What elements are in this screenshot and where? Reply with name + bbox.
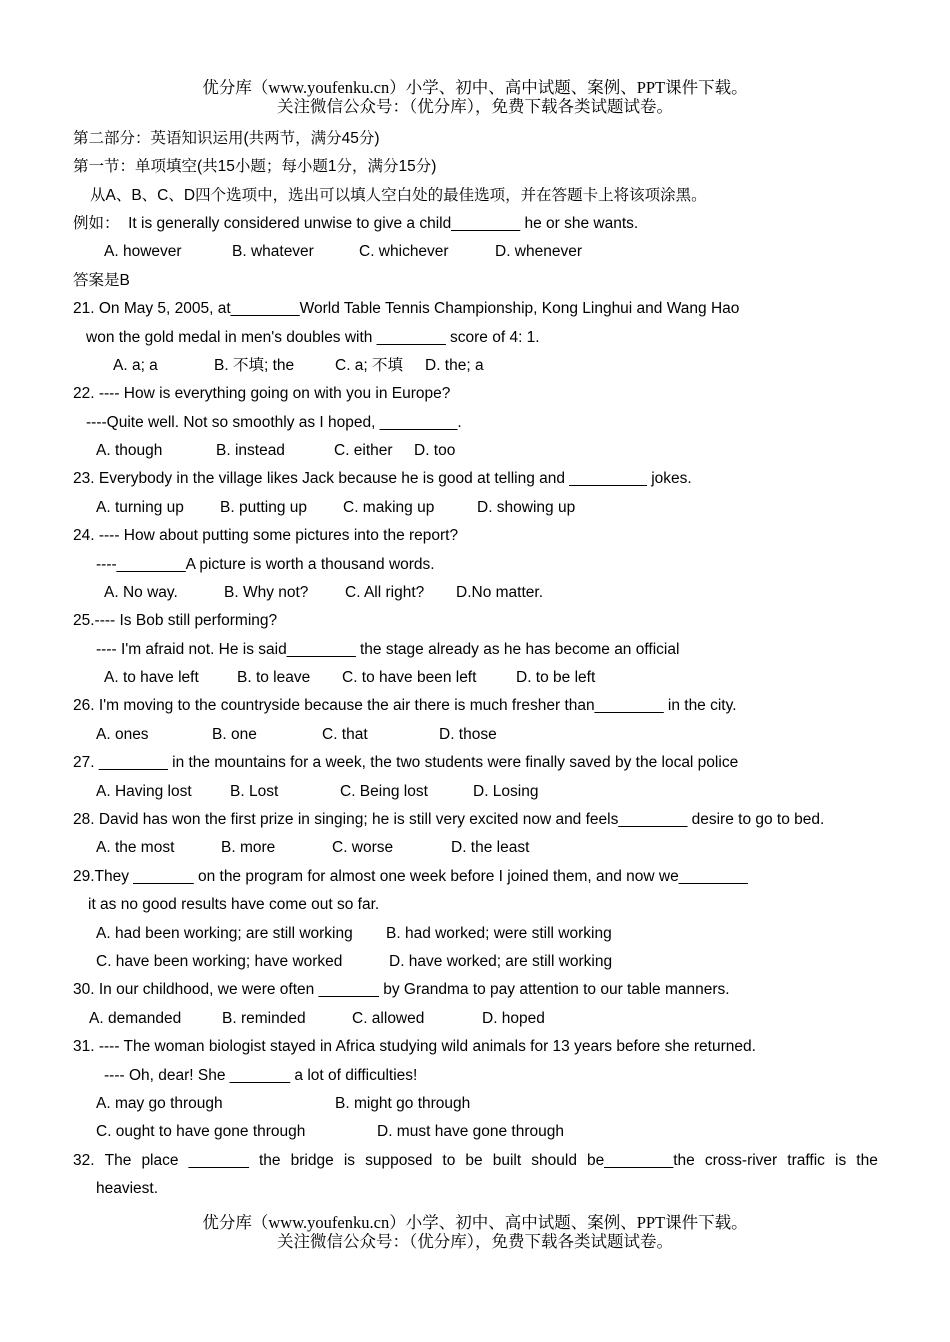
q28-option-b: B. more	[221, 839, 276, 856]
q31-option-b: B. might go through	[335, 1095, 471, 1112]
q32-word: supposed	[365, 1152, 433, 1169]
q21-option-b: B. 不填; the	[214, 357, 295, 374]
q26-stem: 26. I'm moving to the countryside because the air there is much fresher than________ in the city.	[73, 697, 737, 714]
q25-option-c: C. to have been left	[342, 669, 477, 686]
q30-option-a: A. demanded	[89, 1010, 182, 1027]
q25-option-d: D. to be left	[516, 669, 596, 686]
q32-word: _______	[188, 1152, 249, 1169]
q24-stem: 24. ---- How about putting some pictures into the report?	[73, 527, 459, 544]
q24-option-a: A. No way.	[104, 584, 178, 601]
q24-option-c: C. All right?	[345, 584, 425, 601]
page-footer-line2: 关注微信公众号：（优分库），免费下载各类试题试卷。	[277, 1232, 673, 1251]
q22-option-d: D. too	[414, 442, 456, 459]
example-option-b: B. whatever	[232, 243, 314, 260]
q28-option-d: D. the least	[451, 839, 530, 856]
q32-stem-cont: heaviest.	[96, 1180, 159, 1197]
q32-word: the	[856, 1152, 878, 1169]
q24-option-d: D.No matter.	[456, 584, 543, 601]
q26-option-a: A. ones	[96, 726, 149, 743]
page-footer-line1: 优分库（www.youfenku.cn）小学、初中、高中试题、案例、PPT课件下载。	[202, 1213, 748, 1232]
q28-option-a: A. the most	[96, 839, 175, 856]
q26-option-c: C. that	[322, 726, 368, 743]
q32-stem	[73, 1151, 878, 1171]
q32-word: bridge	[290, 1152, 334, 1169]
page-header-line2: 关注微信公众号：（优分库），免费下载各类试题试卷。	[277, 97, 673, 116]
q22-stem-cont: ----Quite well. Not so smoothly as I hoped, _________.	[86, 414, 462, 431]
q31-stem: 31. ---- The woman biologist stayed in Africa studying wild animals for 13 years before she returned.	[73, 1038, 756, 1055]
section-title: 第一节：单项填空(共15小题；每小题1分，满分15分)	[73, 158, 437, 175]
q22-option-a: A. though	[96, 442, 163, 459]
q21-option-c: C. a; 不填	[335, 357, 404, 374]
q27-stem: 27. ________ in the mountains for a week, the two students were finally saved by the local police	[73, 754, 739, 771]
q32-word: should	[531, 1152, 577, 1169]
q21-option-d: D. the; a	[425, 357, 484, 374]
q24-option-b: B. Why not?	[224, 584, 309, 601]
q28-stem: 28. David has won the first prize in singing; he is still very excited now and feels________ desire to go to bed.	[73, 811, 825, 828]
q21-stem: 21. On May 5, 2005, at________World Table Tennis Championship, Kong Linghui and Wang Hao	[73, 300, 740, 317]
page-header-line1: 优分库（www.youfenku.cn）小学、初中、高中试题、案例、PPT课件下载。	[202, 78, 748, 97]
q32-word: place	[141, 1152, 179, 1169]
q27-option-c: C. Being lost	[340, 783, 428, 800]
q32-word: is	[343, 1152, 356, 1169]
q32-word: be	[465, 1152, 483, 1169]
q28-option-c: C. worse	[332, 839, 394, 856]
q32-word: be________the	[587, 1152, 695, 1169]
q32-word: The	[104, 1152, 132, 1169]
q32-word: 32.	[73, 1152, 95, 1169]
q29-option-b: B. had worked; were still working	[386, 925, 612, 942]
q27-option-a: A. Having lost	[96, 783, 192, 800]
q24-stem-cont: ----________A picture is worth a thousand words.	[96, 556, 435, 573]
q32-word: is	[835, 1152, 847, 1169]
q25-option-b: B. to leave	[237, 669, 311, 686]
q27-option-b: B. Lost	[230, 783, 279, 800]
q30-option-d: D. hoped	[482, 1010, 545, 1027]
q23-option-a: A. turning up	[96, 499, 184, 516]
q31-option-d: D. must have gone through	[377, 1123, 564, 1140]
example-option-a: A. however	[104, 243, 182, 260]
example-answer: 答案是B	[73, 272, 130, 289]
q32-word: cross-river	[704, 1152, 778, 1169]
q32-word: the	[259, 1152, 281, 1169]
q26-option-d: D. those	[439, 726, 497, 743]
example-option-c: C. whichever	[359, 243, 449, 260]
q23-option-b: B. putting up	[220, 499, 308, 516]
q29-option-a: A. had been working; are still working	[96, 925, 353, 942]
q26-option-b: B. one	[212, 726, 257, 743]
q30-stem: 30. In our childhood, we were often _______ by Grandma to pay attention to our table manners.	[73, 981, 730, 998]
q21-stem-cont: won the gold medal in men's doubles with ________ score of 4: 1.	[86, 329, 540, 346]
q31-option-a: A. may go through	[96, 1095, 223, 1112]
example-option-d: D. whenever	[495, 243, 583, 260]
q30-option-b: B. reminded	[222, 1010, 306, 1027]
q22-option-b: B. instead	[216, 442, 285, 459]
q23-option-c: C. making up	[343, 499, 435, 516]
q29-stem-cont: it as no good results have come out so far.	[88, 896, 380, 913]
q31-stem-cont: ---- Oh, dear! She _______ a lot of difficulties!	[104, 1067, 418, 1084]
q25-stem-cont: ---- I'm afraid not. He is said________ the stage already as he has become an official	[96, 641, 680, 658]
q32-word: to	[442, 1152, 456, 1169]
q29-option-d: D. have worked; are still working	[389, 953, 613, 970]
q25-option-a: A. to have left	[104, 669, 199, 686]
q22-stem: 22. ---- How is everything going on with you in Europe?	[73, 385, 451, 402]
q29-option-c: C. have been working; have worked	[96, 953, 343, 970]
q32-word: built	[492, 1152, 522, 1169]
q21-option-a: A. a; a	[113, 357, 158, 374]
q22-option-c: C. either	[334, 442, 393, 459]
q30-option-c: C. allowed	[352, 1010, 425, 1027]
q31-option-c: C. ought to have gone through	[96, 1123, 306, 1140]
q29-stem: 29.They _______ on the program for almost one week before I joined them, and now we________	[73, 868, 748, 885]
q25-stem: 25.---- Is Bob still performing?	[73, 612, 278, 629]
example-question: 例如： It is generally considered unwise to give a child________ he or she wants.	[73, 215, 639, 232]
q23-stem: 23. Everybody in the village likes Jack because he is good at telling and _________ jokes.	[73, 470, 692, 487]
q27-option-d: D. Losing	[473, 783, 539, 800]
q23-option-d: D. showing up	[477, 499, 576, 516]
part-title: 第二部分：英语知识运用(共两节，满分45分)	[73, 130, 380, 147]
instructions: 从A、B、C、D四个选项中，选出可以填人空白处的最佳选项，并在答题卡上将该项涂黑。	[90, 187, 707, 204]
q32-word: traffic	[787, 1152, 825, 1169]
